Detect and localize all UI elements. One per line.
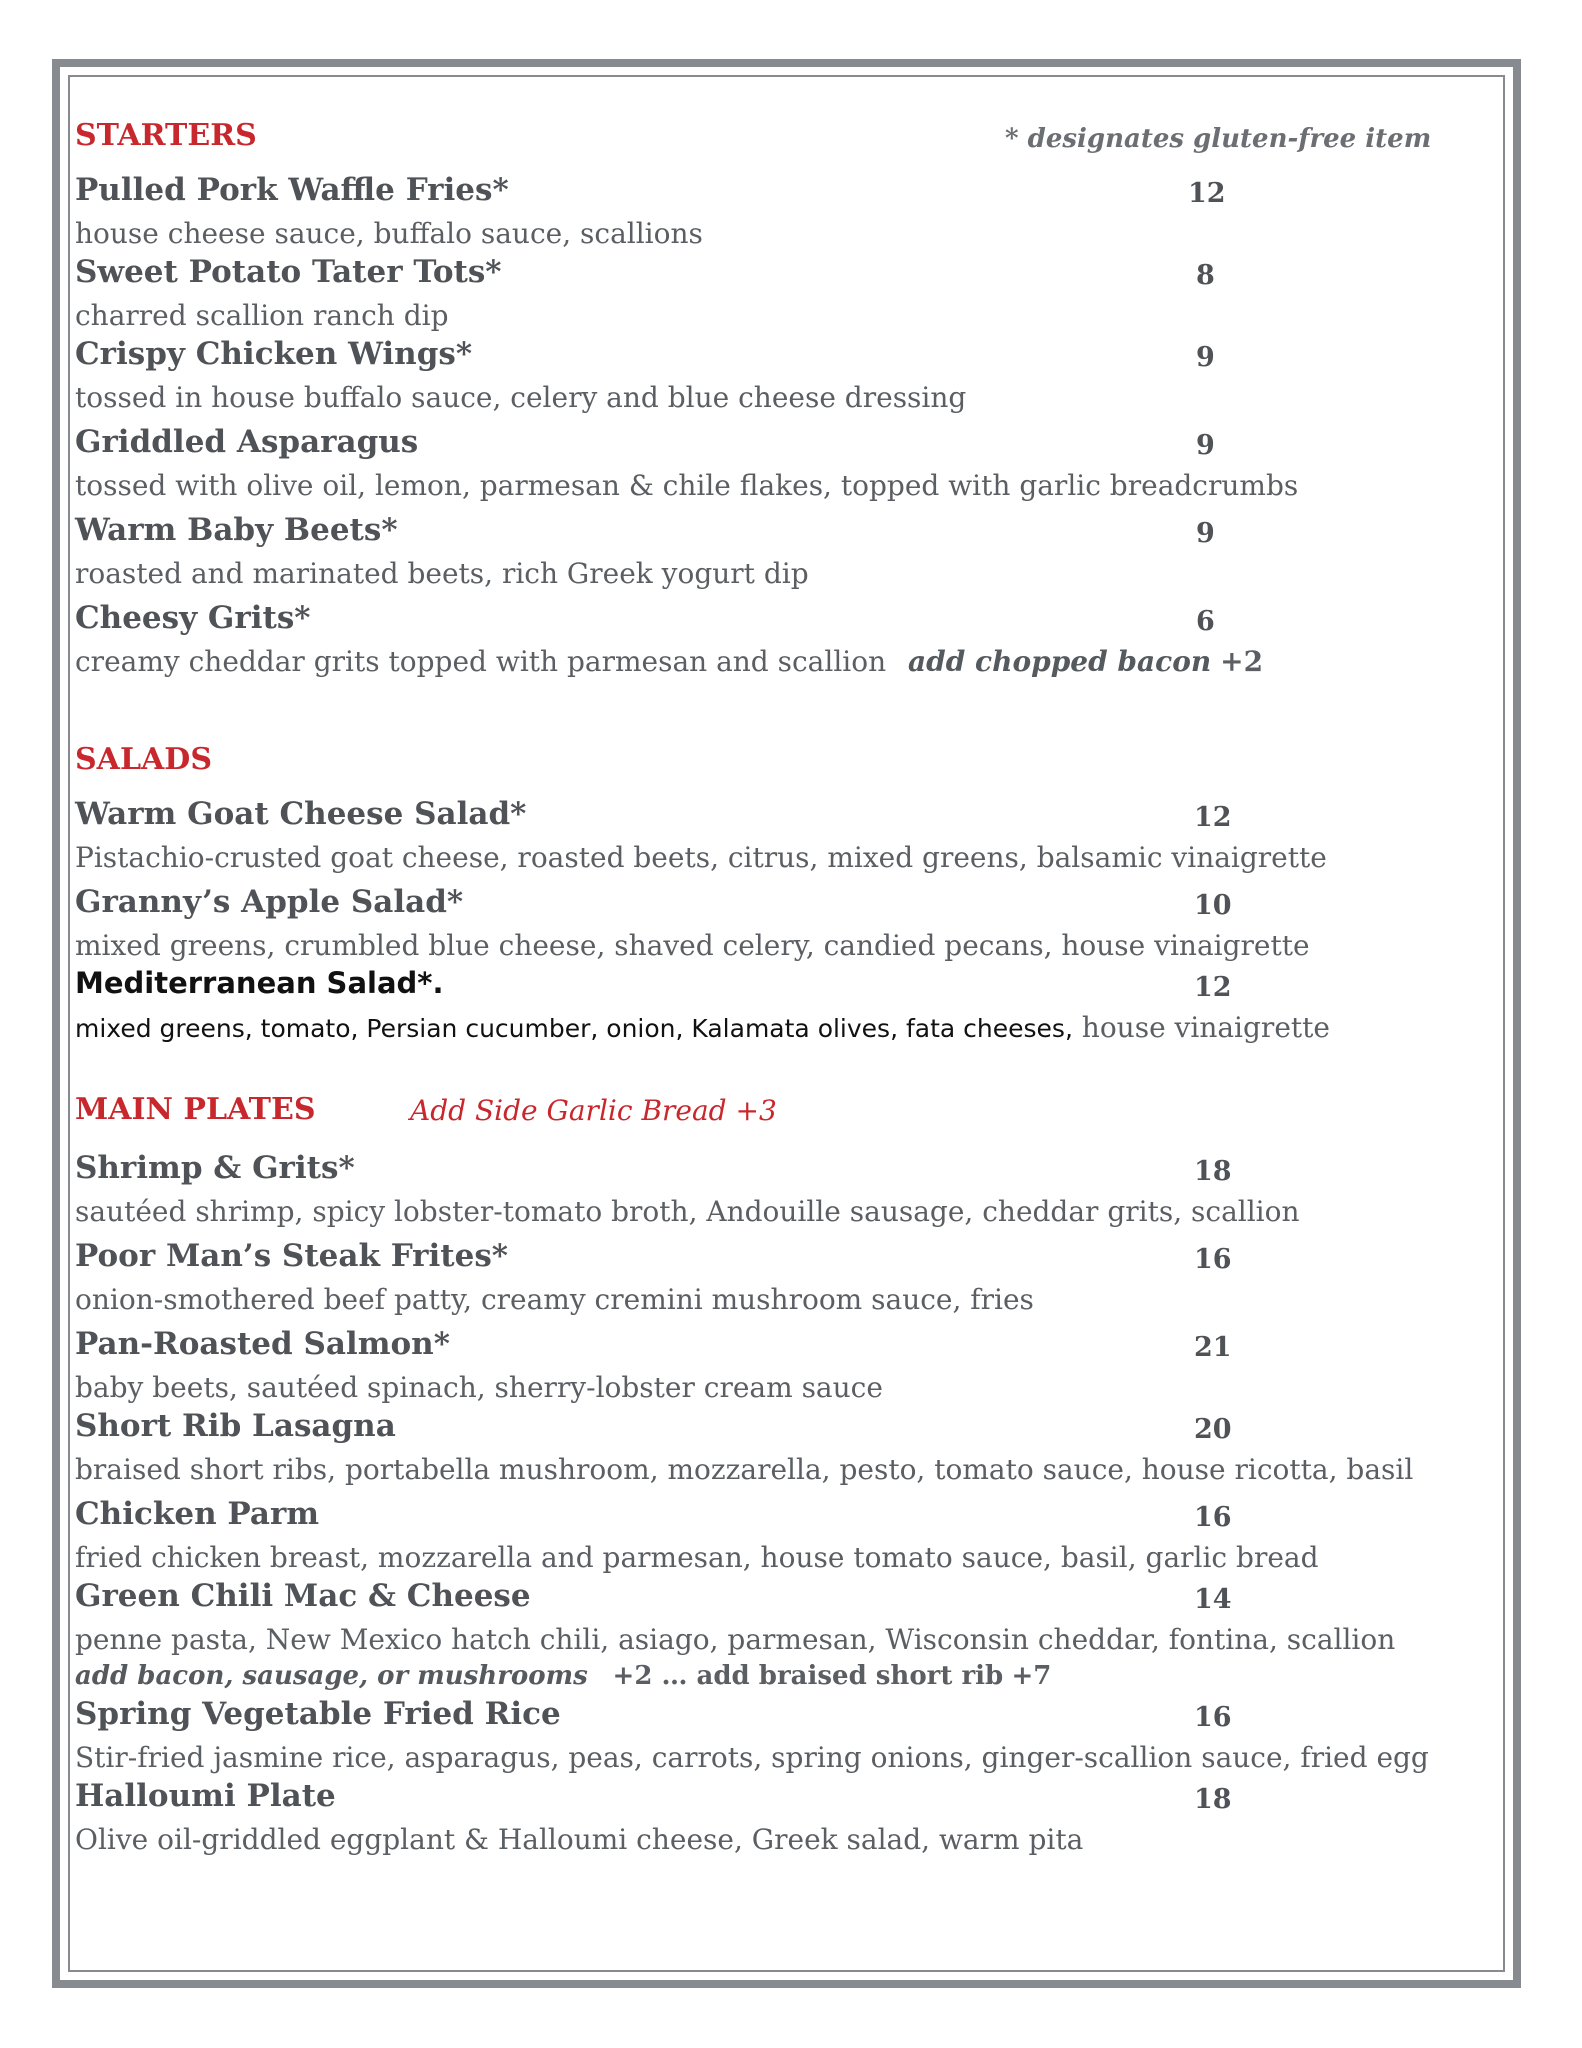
item-description: penne pasta, New Mexico hatch chili, asiago, parmesan, Wisconsin cheddar, fontina, scallion	[75, 1623, 1396, 1656]
addon-price-2: +7	[1011, 1661, 1052, 1691]
item-price: 16	[1194, 1702, 1232, 1733]
item-name: Crispy Chicken Wings*	[75, 336, 473, 372]
item-description: Pistachio-crusted goat cheese, roasted beets, citrus, mixed greens, balsamic vinaigrette	[75, 841, 1327, 874]
addon-price: +2	[1220, 645, 1264, 678]
item-description: mixed greens, crumbled blue cheese, shaved celery, candied pecans, house vinaigrette	[75, 929, 1310, 962]
item-price: 9	[1196, 430, 1215, 461]
item-description: Olive oil-griddled eggplant & Halloumi cheese, Greek salad, warm pita	[75, 1823, 1084, 1856]
item-name: Warm Goat Cheese Salad*	[75, 796, 527, 832]
item-description: braised short ribs, portabella mushroom, mozzarella, pesto, tomato sauce, house ricotta, basil	[75, 1453, 1414, 1486]
item-price: 18	[1194, 1784, 1232, 1815]
main-plates-heading: MAIN PLATES	[75, 1092, 316, 1127]
addon-line	[908, 645, 1263, 678]
item-name: Granny’s Apple Salad*	[75, 884, 464, 920]
addon-price: +2 … add braised short rib	[612, 1661, 1004, 1691]
addon-label: add bacon, sausage, or mushrooms	[75, 1661, 588, 1691]
item-price: 14	[1194, 1584, 1232, 1615]
salads-heading: SALADS	[75, 742, 212, 777]
item-name: Shrimp & Grits*	[75, 1150, 355, 1186]
item-description: onion-smothered beef patty, creamy cremini mushroom sauce, fries	[75, 1283, 1034, 1316]
item-price: 9	[1196, 518, 1215, 549]
item-name: Halloumi Plate	[75, 1778, 336, 1814]
item-name: Griddled Asparagus	[75, 424, 419, 460]
item-price: 8	[1196, 260, 1215, 291]
item-description: baby beets, sautéed spinach, sherry-lobster cream sauce	[75, 1371, 883, 1404]
item-description: tossed with olive oil, lemon, parmesan & chile flakes, topped with garlic breadcrumbs	[75, 469, 1299, 502]
item-name: Mediterranean Salad*.	[75, 966, 444, 1000]
item-price: 9	[1196, 342, 1215, 373]
item-price: 10	[1194, 890, 1232, 921]
item-description: house cheese sauce, buffalo sauce, scallions	[75, 217, 703, 250]
item-name: Spring Vegetable Fried Rice	[75, 1696, 561, 1732]
item-price: 18	[1194, 1156, 1232, 1187]
item-name: Warm Baby Beets*	[75, 512, 398, 548]
item-name: Pan-Roasted Salmon*	[75, 1326, 450, 1362]
item-price: 20	[1194, 1414, 1232, 1445]
item-description: Stir-fried jasmine rice, asparagus, peas, carrots, spring onions, ginger-scallion sauce, fried egg	[75, 1741, 1429, 1774]
gluten-free-note: * designates gluten-free item	[1005, 124, 1432, 154]
addon-label: add chopped bacon	[908, 645, 1212, 678]
description-rest: house vinaigrette	[1072, 1011, 1330, 1044]
item-name: Cheesy Grits*	[75, 600, 311, 636]
item-price: 21	[1194, 1332, 1232, 1363]
item-description	[75, 1011, 1330, 1044]
item-name: Sweet Potato Tater Tots*	[75, 254, 502, 290]
item-name: Green Chili Mac & Cheese	[75, 1578, 531, 1614]
starters-heading: STARTERS	[75, 118, 257, 153]
item-price: 12	[1194, 972, 1232, 1003]
item-description: charred scallion ranch dip	[75, 299, 449, 332]
side-garlic-bread-note: Add Side Garlic Bread +3	[410, 1094, 777, 1127]
item-price: 16	[1194, 1244, 1232, 1275]
item-name: Pulled Pork Waffle Fries*	[75, 172, 509, 208]
item-description: fried chicken breast, mozzarella and parmesan, house tomato sauce, basil, garlic bread	[75, 1541, 1319, 1574]
description-dark: mixed greens, tomato, Persian cucumber, onion, Kalamata olives, fata cheeses,	[75, 1014, 1073, 1043]
item-name: Short Rib Lasagna	[75, 1408, 396, 1444]
item-price: 12	[1194, 802, 1232, 833]
item-price: 12	[1188, 178, 1226, 209]
item-name: Chicken Parm	[75, 1496, 320, 1532]
item-price: 16	[1194, 1502, 1232, 1533]
item-description: roasted and marinated beets, rich Greek yogurt dip	[75, 557, 809, 590]
item-description: sautéed shrimp, spicy lobster-tomato broth, Andouille sausage, cheddar grits, scallion	[75, 1195, 1300, 1228]
item-description: creamy cheddar grits topped with parmesan and scallion	[75, 645, 887, 678]
item-description: tossed in house buffalo sauce, celery and blue cheese dressing	[75, 381, 967, 414]
addon-line	[75, 1661, 1051, 1691]
item-name: Poor Man’s Steak Frites*	[75, 1238, 509, 1274]
item-price: 6	[1196, 606, 1215, 637]
